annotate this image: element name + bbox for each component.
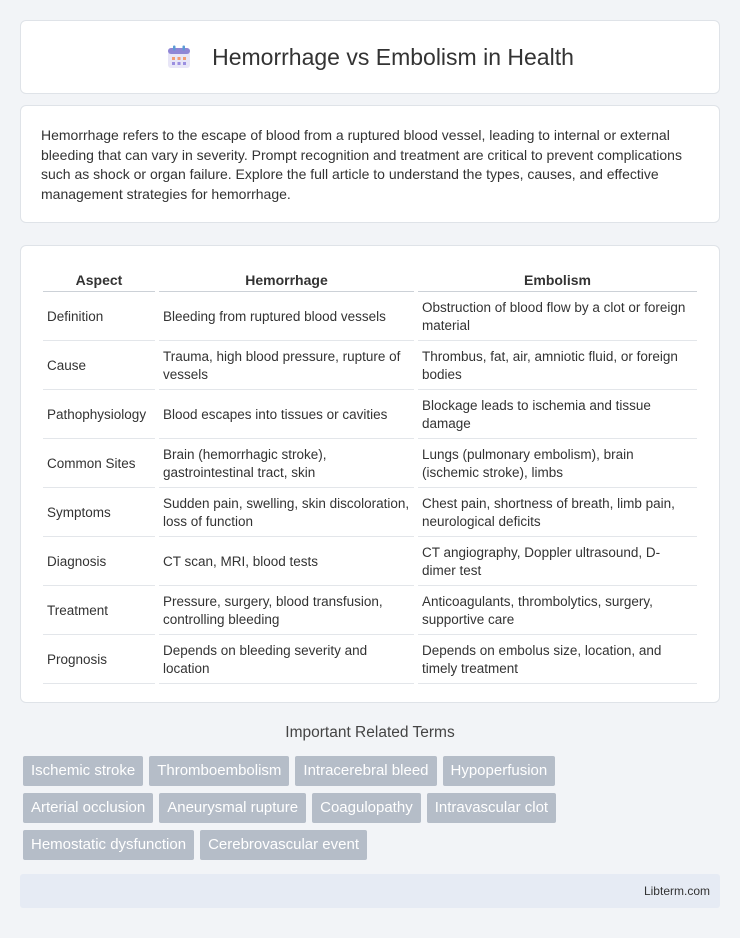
cell-aspect: Common Sites [43,441,155,488]
header-hemorrhage: Hemorrhage [159,268,414,292]
cell-embolism: Anticoagulants, thrombolytics, surgery, supportive care [418,588,697,635]
comparison-table [39,266,701,686]
table-row [43,539,697,586]
cell-embolism: Thrombus, fat, air, amniotic fluid, or foreign bodies [418,343,697,390]
header-aspect: Aspect [43,268,155,292]
cell-aspect: Definition [43,294,155,341]
table-row [43,637,697,684]
title-wrap [166,44,574,71]
cell-embolism: Lungs (pulmonary embolism), brain (ischemic stroke), limbs [418,441,697,488]
header-card [20,20,720,94]
related-term-tag[interactable]: Intracerebral bleed [295,756,436,786]
cell-hemorrhage: Sudden pain, swelling, skin discoloration, loss of function [159,490,414,537]
calendar-icon [166,44,192,70]
tag-row [23,793,713,823]
related-terms-list [23,756,713,867]
cell-hemorrhage: CT scan, MRI, blood tests [159,539,414,586]
related-term-tag[interactable]: Cerebrovascular event [200,830,367,860]
comparison-table-card [20,245,720,703]
footer-site-link[interactable]: Libterm.com [643,884,710,898]
intro-card [20,105,720,223]
related-term-tag[interactable]: Coagulopathy [312,793,421,823]
cell-aspect: Diagnosis [43,539,155,586]
cell-hemorrhage: Bleeding from ruptured blood vessels [159,294,414,341]
cell-embolism: Depends on embolus size, location, and timely treatment [418,637,697,684]
cell-aspect: Pathophysiology [43,392,155,439]
table-row [43,441,697,488]
related-term-tag[interactable]: Intravascular clot [427,793,556,823]
intro-text: Hemorrhage refers to the escape of blood from a ruptured blood vessel, leading to internal or external bleeding that can vary in severity. Prompt recognition and treatment are critical to prevent complications such as shock or organ failure. Explore the full article to understand the types, causes, and effective management strategies for hemorrhage. [41,127,682,202]
cell-embolism: Chest pain, shortness of breath, limb pain, neurological deficits [418,490,697,537]
related-term-tag[interactable]: Thromboembolism [149,756,289,786]
related-term-tag[interactable]: Hemostatic dysfunction [23,830,194,860]
table-row [43,588,697,635]
table-row [43,343,697,390]
cell-aspect: Cause [43,343,155,390]
footer [20,874,720,908]
tag-row [23,830,713,860]
table-row [43,294,697,341]
related-term-tag[interactable]: Ischemic stroke [23,756,143,786]
cell-aspect: Prognosis [43,637,155,684]
cell-embolism: Blockage leads to ischemia and tissue damage [418,392,697,439]
table-header-row [43,268,697,292]
cell-embolism: Obstruction of blood flow by a clot or foreign material [418,294,697,341]
tag-row [23,756,713,786]
cell-hemorrhage: Trauma, high blood pressure, rupture of vessels [159,343,414,390]
related-term-tag[interactable]: Hypoperfusion [443,756,556,786]
cell-hemorrhage: Pressure, surgery, blood transfusion, controlling bleeding [159,588,414,635]
cell-aspect: Symptoms [43,490,155,537]
cell-hemorrhage: Depends on bleeding severity and location [159,637,414,684]
header-embolism: Embolism [418,268,697,292]
table-row [43,490,697,537]
related-terms-title: Important Related Terms [285,724,455,741]
related-term-tag[interactable]: Arterial occlusion [23,793,153,823]
cell-embolism: CT angiography, Doppler ultrasound, D-dimer test [418,539,697,586]
table-row [43,392,697,439]
cell-hemorrhage: Blood escapes into tissues or cavities [159,392,414,439]
cell-aspect: Treatment [43,588,155,635]
related-term-tag[interactable]: Aneurysmal rupture [159,793,306,823]
page-title: Hemorrhage vs Embolism in Health [212,43,574,70]
cell-hemorrhage: Brain (hemorrhagic stroke), gastrointestinal tract, skin [159,441,414,488]
